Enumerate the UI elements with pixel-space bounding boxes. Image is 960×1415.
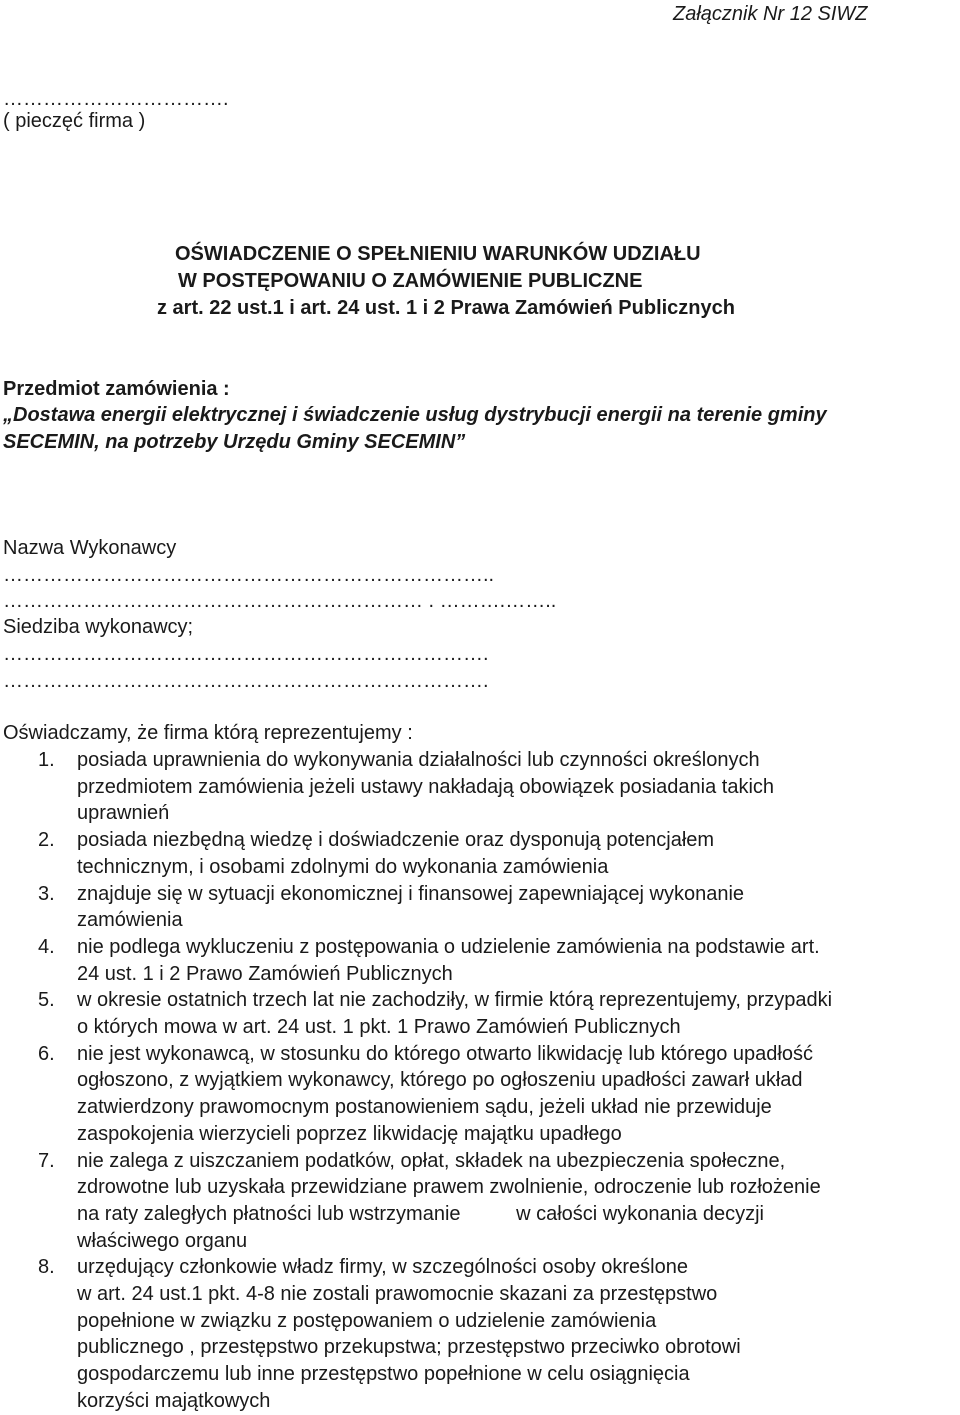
declaration-list bbox=[0, 747, 960, 1415]
item-text: ogłoszono, z wyjątkiem wykonawcy, którego po ogłoszeniu upadłości zawarł układ bbox=[77, 1069, 803, 1092]
item-number: 5. bbox=[38, 989, 55, 1012]
stamp-label: ( pieczęć firma ) bbox=[3, 110, 146, 132]
contractor-name-dots-1: ……………………………………………………………….. bbox=[3, 564, 495, 586]
item-text: przedmiotem zamówienia jeżeli ustawy nakładają obowiązek posiadania takich bbox=[77, 775, 775, 798]
item-text: na raty zaległych płatności lub wstrzymanie w całości wykonania decyzji bbox=[77, 1202, 764, 1225]
contractor-seat-dots-2: ………………………………………………………………. bbox=[3, 670, 489, 692]
item-text: nie zalega z uiszczaniem podatków, opłat, składek na ubezpieczenia społeczne, bbox=[77, 1149, 786, 1172]
subject-line-2: SECEMIN, na potrzeby Urzędu Gminy SECEMIN” bbox=[3, 431, 466, 453]
contractor-seat-label: Siedziba wykonawcy; bbox=[3, 616, 194, 638]
item-text: uprawnień bbox=[77, 802, 170, 825]
item-text: znajduje się w sytuacji ekonomicznej i finansowej zapewniającej wykonanie bbox=[77, 882, 745, 905]
item-number: 3. bbox=[38, 882, 55, 905]
title-line-3: z art. 22 ust.1 i art. 24 ust. 1 i 2 Prawa Zamówień Publicznych bbox=[157, 297, 735, 319]
item-number: 7. bbox=[38, 1149, 55, 1172]
item-text: zatwierdzony prawomocnym postanowieniem sądu, jeżeli układ nie przewiduje bbox=[77, 1096, 772, 1119]
list-item bbox=[0, 1254, 960, 1414]
item-number: 1. bbox=[38, 749, 55, 771]
item-text: popełnione w związku z postępowaniem o udzielenie zamówienia bbox=[77, 1309, 657, 1332]
title-line-2: W POSTĘPOWANIU O ZAMÓWIENIE PUBLICZNE bbox=[178, 270, 643, 292]
item-text: posiada uprawnienia do wykonywania działalności lub czynności określonych bbox=[77, 749, 760, 771]
list-item bbox=[0, 1041, 960, 1148]
item-text: urzędujący członkowie władz firmy, w szczególności osoby określone bbox=[77, 1256, 688, 1279]
declaration-intro: Oświadczamy, że firma którą reprezentujemy : bbox=[3, 722, 413, 744]
item-text: o których mowa w art. 24 ust. 1 pkt. 1 Prawo Zamówień Publicznych bbox=[77, 1016, 681, 1039]
item-text: gospodarczemu lub inne przestępstwo popełnione w celu osiągnięcia bbox=[77, 1363, 690, 1386]
item-text: zamówienia bbox=[77, 909, 183, 932]
subject-line-1: „Dostawa energii elektrycznej i świadczenie usług dystrybucji energii na terenie gminy bbox=[3, 404, 827, 426]
subject-label: Przedmiot zamówienia : bbox=[3, 378, 230, 400]
stamp-dots: ……………………………. bbox=[3, 88, 229, 110]
item-text: właściwego organu bbox=[77, 1229, 248, 1252]
list-item bbox=[0, 934, 960, 987]
item-text: nie jest wykonawcą, w stosunku do którego otwarto likwidację lub którego upadłość bbox=[77, 1042, 813, 1065]
attachment-number: Załącznik Nr 12 SIWZ bbox=[673, 3, 868, 25]
list-item bbox=[0, 747, 960, 827]
item-text: korzyści majątkowych bbox=[77, 1389, 271, 1412]
item-text: zdrowotne lub uzyskała przewidziane prawem zwolnienie, odroczenie lub rozłożenie bbox=[77, 1176, 821, 1199]
contractor-name-dots-2: ……………………………………………………… . ……….…….. bbox=[3, 590, 557, 612]
title-line-1: OŚWIADCZENIE O SPEŁNIENIU WARUNKÓW UDZIAŁU bbox=[175, 243, 701, 265]
item-text: zaspokojenia wierzycieli poprzez likwidację majątku upadłego bbox=[77, 1122, 622, 1145]
list-item bbox=[0, 1148, 960, 1255]
item-number: 6. bbox=[38, 1042, 55, 1065]
list-item bbox=[0, 881, 960, 934]
contractor-seat-dots-1: ………………………………………………………………. bbox=[3, 643, 489, 665]
list-item bbox=[0, 827, 960, 880]
item-text: posiada niezbędną wiedzę i doświadczenie oraz dysponują potencjałem bbox=[77, 829, 715, 852]
item-number: 2. bbox=[38, 829, 55, 852]
contractor-name-label: Nazwa Wykonawcy bbox=[3, 537, 177, 559]
item-number: 4. bbox=[38, 935, 55, 958]
item-text: w art. 24 ust.1 pkt. 4-8 nie zostali prawomocnie skazani za przestępstwo bbox=[77, 1283, 718, 1306]
item-text: technicznym, i osobami zdolnymi do wykonania zamówienia bbox=[77, 855, 609, 878]
item-text: publicznego , przestępstwo przekupstwa; przestępstwo przeciwko obrotowi bbox=[77, 1336, 741, 1359]
list-item bbox=[0, 987, 960, 1040]
item-text: nie podlega wykluczeniu z postępowania o udzielenie zamówienia na podstawie art. bbox=[77, 935, 820, 958]
item-number: 8. bbox=[38, 1256, 55, 1279]
item-text: w okresie ostatnich trzech lat nie zachodziły, w firmie którą reprezentujemy, przypadki bbox=[77, 989, 833, 1012]
item-text: 24 ust. 1 i 2 Prawo Zamówień Publicznych bbox=[77, 962, 453, 985]
